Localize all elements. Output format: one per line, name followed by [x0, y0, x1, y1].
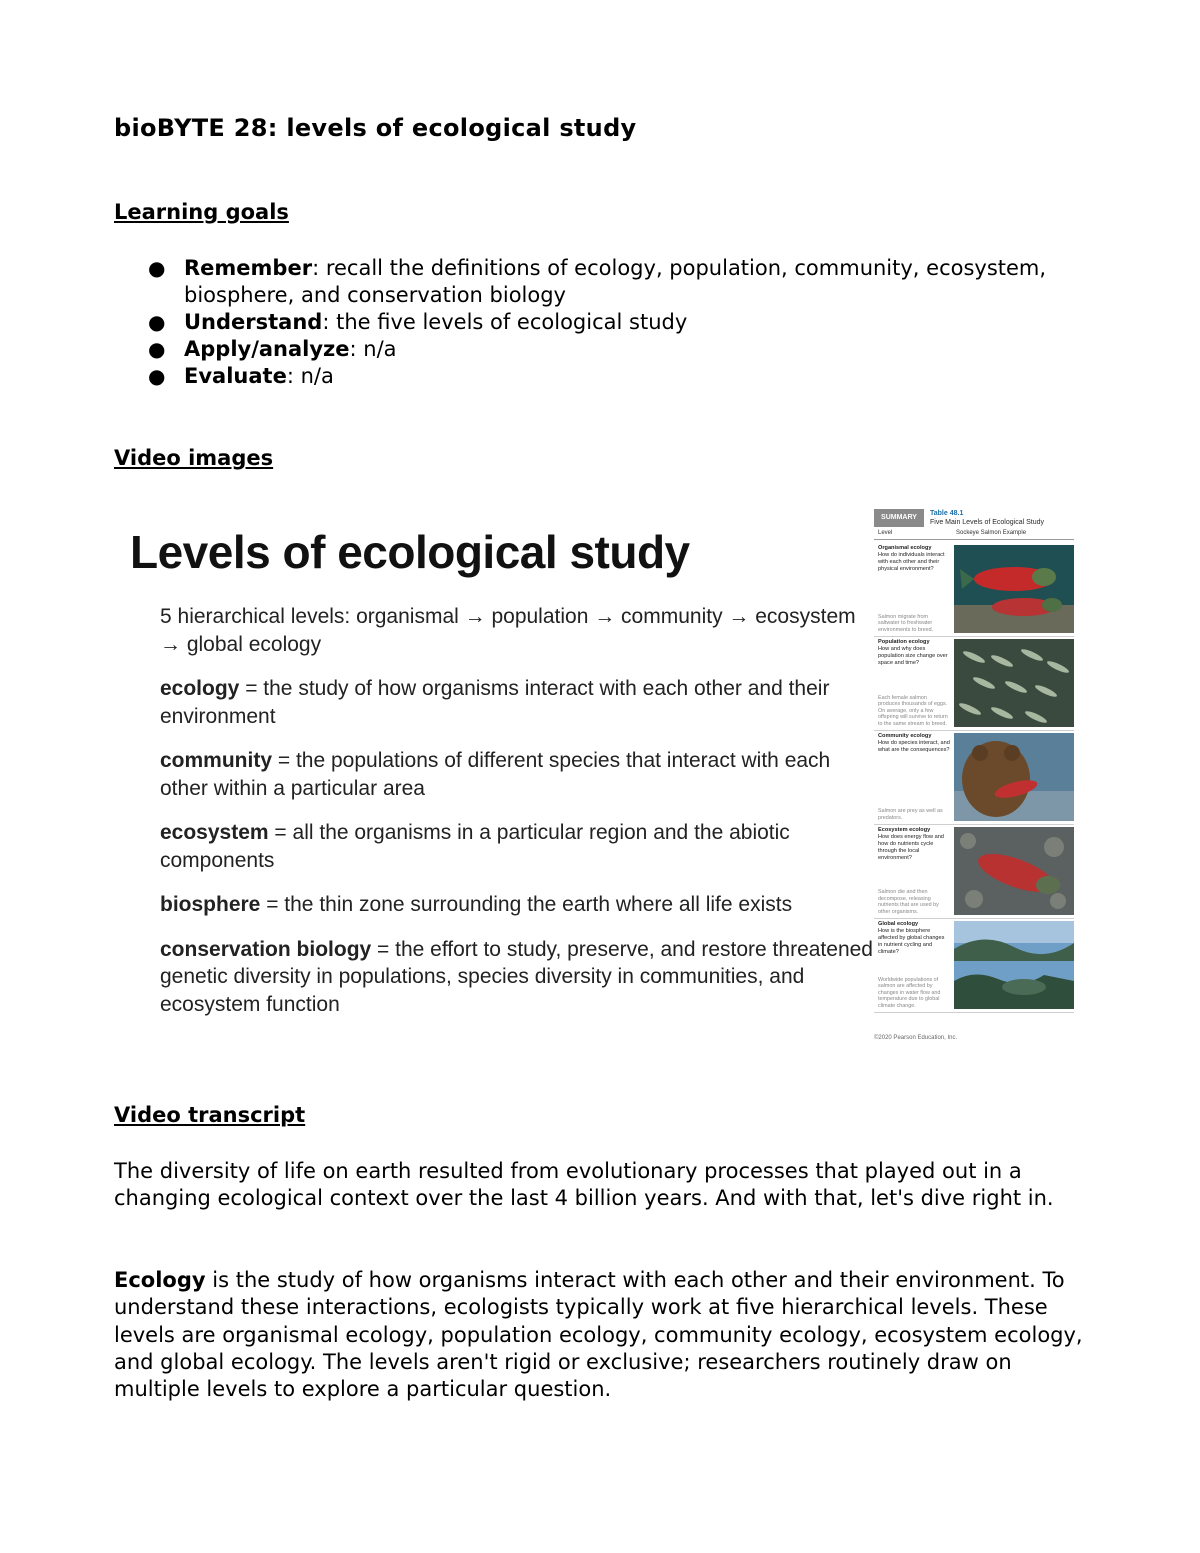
- slide-definition: [160, 747, 880, 802]
- bullet-icon: ●: [148, 256, 166, 280]
- bullet-icon: ●: [148, 310, 166, 334]
- row-level: Community ecology: [878, 733, 932, 739]
- ecology-term: Ecology: [114, 1268, 206, 1292]
- goal-term: Apply/analyze: [184, 337, 350, 361]
- bullet-icon: ●: [148, 364, 166, 388]
- definition-text: = the populations of different species that interact with each other within a particular area: [160, 749, 831, 800]
- copyright-text: ©2020 Pearson Education, Inc.: [874, 1035, 958, 1041]
- row-example: Salmon are prey as well as predators.: [878, 808, 943, 821]
- table-caption: [930, 509, 1044, 527]
- row-question-cell: [878, 733, 950, 754]
- definition-term: biosphere: [160, 893, 261, 916]
- fish-school-photo: [954, 639, 1074, 727]
- goal-term: Evaluate: [184, 364, 287, 388]
- dead-salmon-photo: [954, 827, 1074, 915]
- learning-goal-item: [114, 255, 1074, 309]
- goal-term: Understand: [184, 310, 323, 334]
- row-level: Ecosystem ecology: [878, 827, 931, 833]
- learning-goals-heading: Learning goals: [114, 200, 289, 224]
- row-example: Each female salmon produces thousands of eggs. On average, only a few offspring will survive to return to the same stream to breed.: [878, 694, 948, 727]
- definition-term: conservation biology: [160, 937, 372, 961]
- learning-goals-list: [114, 255, 1074, 390]
- column-example: Sockeye Salmon Example: [956, 530, 1027, 536]
- goal-term: Remember: [184, 256, 313, 280]
- row-level: Organismal ecology: [878, 545, 932, 551]
- goal-text: : n/a: [286, 364, 334, 388]
- salmon-photo: [954, 545, 1074, 633]
- row-question-cell: [878, 545, 950, 573]
- table-row: [874, 919, 1074, 1013]
- learning-goal-item: [114, 363, 1074, 390]
- row-question-cell: [878, 921, 950, 956]
- row-question: How is the biosphere affected by global changes in nutrient cycling and climate?: [878, 928, 945, 955]
- definition-text: = all the organisms in a particular region and the abiotic components: [160, 821, 790, 872]
- goal-text: : recall the definitions of ecology, population, community, ecosystem, biosphere, and conservation biology: [184, 256, 1047, 307]
- table-row: [874, 731, 1074, 825]
- table-row: [874, 543, 1074, 637]
- slide-definition: [160, 936, 880, 1019]
- video-slide-image: [114, 505, 1078, 1045]
- row-question: How do species interact, and what are the consequences?: [878, 740, 950, 753]
- summary-label: SUMMARY: [874, 509, 924, 527]
- definition-text: = the thin zone surrounding the earth where all life exists: [260, 893, 793, 916]
- table-row: [874, 825, 1074, 919]
- transcript-paragraph: The diversity of life on earth resulted from evolutionary processes that played out in a changing ecological context over the last 4 billion years. And with that, let's dive right in.: [114, 1159, 1054, 1211]
- landscape-photo: [954, 921, 1074, 1009]
- row-example: Worldwide populations of salmon are affected by changes in water flow and temperature due to global climate change.: [878, 976, 941, 1009]
- row-question-cell: [878, 639, 950, 667]
- row-question: How and why does population size change over space and time?: [878, 646, 948, 666]
- row-question-cell: [878, 827, 950, 862]
- goal-text: : the five levels of ecological study: [322, 310, 688, 334]
- table-number: Table 48.1: [930, 510, 964, 517]
- video-images-heading: Video images: [114, 446, 274, 470]
- transcript-paragraph: [114, 1267, 1094, 1403]
- row-level: Population ecology: [878, 639, 930, 645]
- learning-goal-item: [114, 336, 1074, 363]
- slide-definition: [160, 819, 880, 874]
- slide-definition: [160, 675, 880, 730]
- table-title: Five Main Levels of Ecological Study: [930, 519, 1044, 526]
- slide-intro: 5 hierarchical levels: organismal → population → community → ecosystem → global ecology: [160, 605, 856, 656]
- learning-goal-item: [114, 309, 1074, 336]
- video-transcript-heading: Video transcript: [114, 1103, 306, 1127]
- slide-definitions: [160, 603, 880, 1035]
- summary-table: [874, 505, 1076, 1045]
- definition-term: ecology: [160, 677, 240, 700]
- definition-text: = the effort to study, preserve, and restore threatened genetic diversity in populations, species diversity in communities, and ecosystem function: [160, 937, 873, 1016]
- goal-text: : n/a: [349, 337, 397, 361]
- ecology-definition-text: is the study of how organisms interact with each other and their environment. To understand these interactions, ecologists typically work at five hierarchical levels. These levels are organismal ecology, population ecology, community ecology, ecosystem ecology, and global ecology. The levels aren't rigid or exclusive; researchers routinely draw on multiple levels to explore a particular question.: [114, 1268, 1083, 1402]
- row-example: Salmon die and then decompose, releasing nutrients that are used by other organisms.: [878, 889, 939, 915]
- table-row: [874, 637, 1074, 731]
- slide-definition: [160, 891, 880, 919]
- document-title: bioBYTE 28: levels of ecological study: [114, 114, 637, 142]
- row-example: Salmon migrate from saltwater to freshwater environments to breed.: [878, 613, 934, 633]
- definition-term: community: [160, 749, 273, 772]
- table-column-headers: [874, 529, 1074, 540]
- column-level: Level: [878, 530, 893, 536]
- row-level: Global ecology: [878, 921, 919, 927]
- bullet-icon: ●: [148, 337, 166, 361]
- bear-photo: [954, 733, 1074, 821]
- row-question: How does energy flow and how do nutrients cycle through the local environment?: [878, 834, 944, 861]
- row-question: How do individuals interact with each other and their physical environment?: [878, 552, 945, 572]
- definition-term: ecosystem: [160, 821, 269, 844]
- definition-text: = the study of how organisms interact with each other and their environment: [160, 677, 830, 728]
- slide-title: Levels of ecological study: [130, 526, 690, 578]
